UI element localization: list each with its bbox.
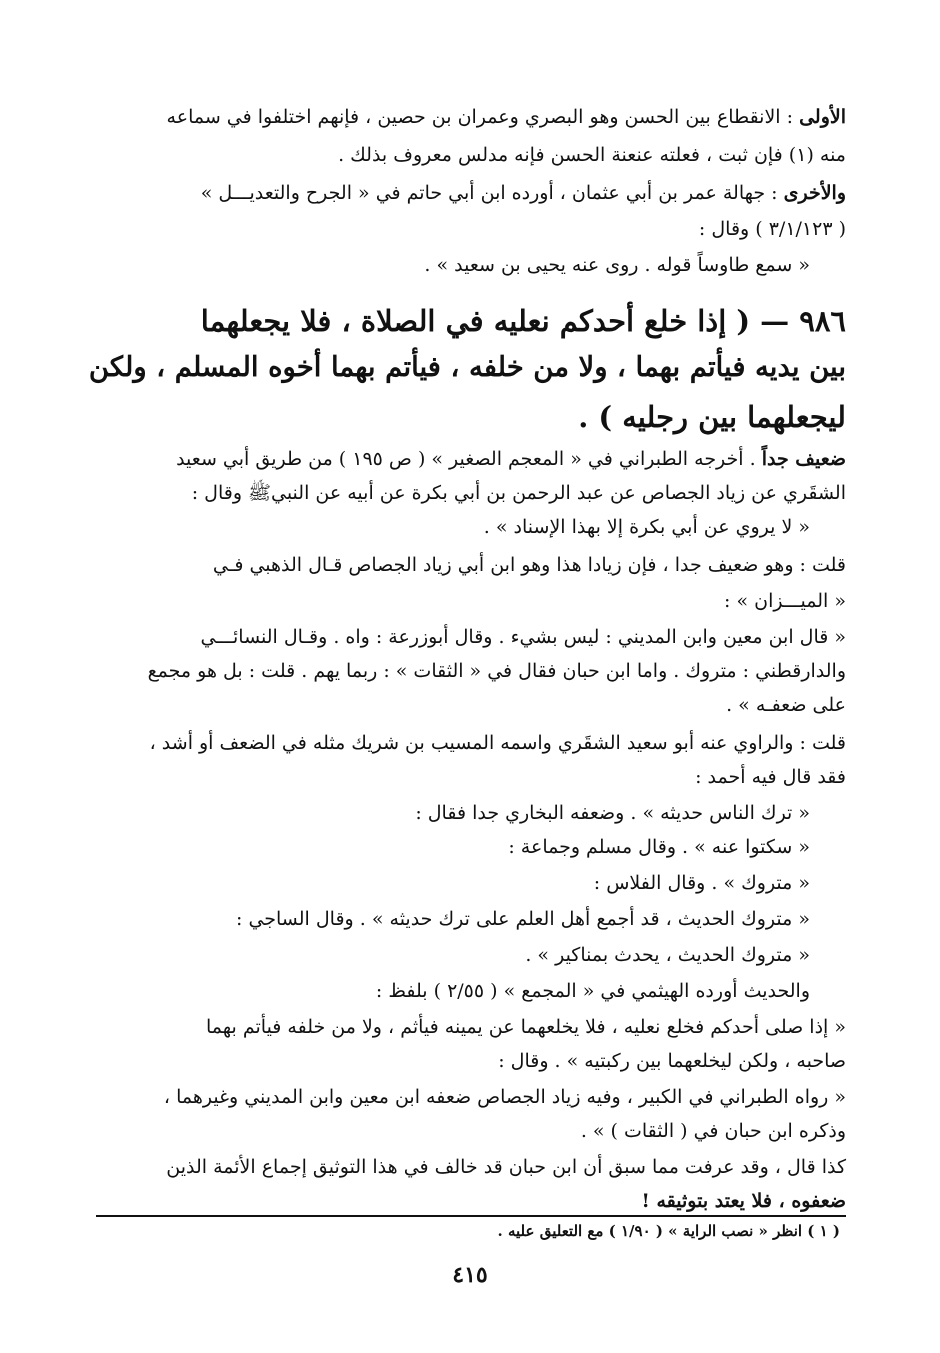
body-line-9: قلت : والراوي عنه أبو سعيد الشقَري واسمه المسيب بن شريك مثله في الضعف أو أشد ، <box>149 732 846 754</box>
intro-first-line1 <box>167 102 846 132</box>
footnote-rule <box>96 1215 846 1217</box>
body-line-7: والدارقطني : متروك . واما ابن حبان فقال في « الثقات » : ربما يهم . قلت : بل هو مجمع <box>147 660 846 682</box>
first-text-1: : الانقطاع بين الحسن وهو البصري وعمران بن حصين ، فإنهم اختلفوا في سماعه <box>166 106 800 128</box>
body-line-17: « إذا صلى أحدكم فخلع نعليه ، فلا يخلعهما عن يمينه فيأثم ، ولا من خلفه فيأتم بهما <box>205 1016 846 1038</box>
intro-second-line2: ( ٣/١/١٢٣ ) وقال : <box>698 218 846 240</box>
body-line-20: وذكره ابن حبان في ( الثقات ) » . <box>580 1120 846 1142</box>
page-number: ٤١٥ <box>452 1262 488 1288</box>
body-line-15: « متروك الحديث ، يحدث بمناكير » . <box>525 944 810 966</box>
body-line-1 <box>176 444 846 474</box>
grade-label: ضعيف جداً <box>761 448 846 470</box>
intro-first-line2: منه (١) فإن ثبت ، فعلته عنعنة الحسن فإنه مدلس معروف بذلك . <box>338 144 846 166</box>
body-line-4: قلت : وهو ضعيف جدا ، فإن زيادا هذا وهو ابن أبي زياد الجصاص قـال الذهبي فـي <box>212 554 846 576</box>
body-line-10: فقد قال فيه أحمد : <box>695 766 846 788</box>
body-line-13: « متروك » . وقال الفلاس : <box>593 872 810 894</box>
body-line-2: الشقَري عن زياد الجصاص عن عبد الرحمن بن أبي بكرة عن أبيه عن النبيﷺ وقال : <box>191 482 846 504</box>
second-label: والأخرى <box>783 182 846 204</box>
body-line-3: « لا يروي عن أبي بكرة إلا بهذا الإسناد » . <box>483 516 810 538</box>
body-line-21: كذا قال ، وقد عرفت مما سبق أن ابن حبان قد خالف في هذا التوثيق إجماع الأئمة الذين <box>166 1156 846 1178</box>
hadith-line-2: بين يديه فيأتم بهما ، ولا من خلفه ، فيأتم بهما أخوه المسلم ، ولكن <box>88 351 846 383</box>
body-line-6: « قال ابن معين وابن المديني : ليس بشيء . وقال أبوزرعة : واه . وقـال النسائـــي <box>200 626 846 648</box>
body-line-1-text: . أخرجه الطبراني في « المعجم الصغير » ( ص ١٩٥ ) من طريق أبي سعيد <box>176 448 762 470</box>
body-line-22: ضعفوه ، فلا يعتد بتوثيقه ! <box>641 1190 846 1212</box>
body-line-19: « رواه الطبراني في الكبير ، وفيه زياد الجصاص ضعفه ابن معين وابن المديني وغيرهما ، <box>163 1086 846 1108</box>
first-label: الأولى <box>799 106 846 128</box>
body-line-12: « سكتوا عنه » . وقال مسلم وجماعة : <box>508 836 810 858</box>
body-line-14: « متروك الحديث ، قد أجمع أهل العلم على ترك حديثه » . وقال الساجي : <box>236 908 810 930</box>
intro-second-line1 <box>201 178 846 208</box>
body-line-8: على ضعفـه » . <box>726 694 846 716</box>
intro-quote: « سمع طاوساً قوله . روى عنه يحيى بن سعيد » . <box>424 254 810 276</box>
body-line-16: والحديث أورده الهيثمي في « المجمع » ( ٢/٥٥ ) بلفظ : <box>375 980 810 1002</box>
body-line-5: « الميـــزان » : <box>724 590 846 612</box>
body-line-18: صاحبه ، ولكن ليخلعهما بين ركبتيه » . وقال : <box>498 1050 846 1072</box>
body-line-11: « ترك الناس حديثه » . وضعفه البخاري جدا فقال : <box>415 802 810 824</box>
hadith-line-3: ليجعلهما بين رجليه ) . <box>578 400 846 434</box>
hadith-line-1: ٩٨٦ — ( إذا خلع أحدكم نعليه في الصلاة ، فلا يجعلهما <box>200 304 846 338</box>
second-text-1: : جهالة عمر بن أبي عثمان ، أورده ابن أبي حاتم في « الجرح والتعديـــل » <box>200 182 784 204</box>
footnote: ( ١ ) انظر « نصب الراية » ( ١/٩٠ ) مع التعليق عليه . <box>497 1222 840 1240</box>
